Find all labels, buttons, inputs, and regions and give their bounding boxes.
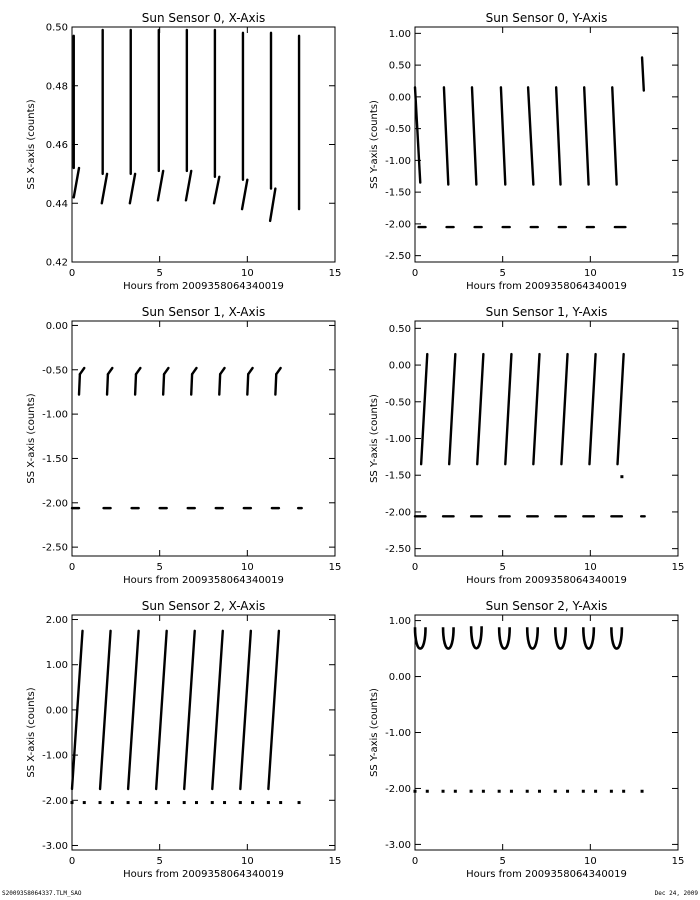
- data-segment: [212, 631, 223, 789]
- footer-filename: S2009358064337.TLM_SAO: [2, 890, 82, 897]
- plot-frame: [72, 615, 335, 850]
- data-point: [267, 801, 270, 804]
- x-tick-label: 0: [68, 562, 76, 573]
- chart-title: Sun Sensor 0, X-Axis: [141, 11, 266, 25]
- chart-panel-2: [26, 305, 341, 586]
- x-tick-label: 10: [240, 268, 254, 279]
- y-tick-label: -1.00: [385, 434, 411, 445]
- data-segment: [135, 374, 136, 394]
- data-segment: [136, 368, 140, 374]
- data-point: [620, 475, 623, 478]
- data-point: [454, 790, 457, 793]
- data-point: [526, 790, 529, 793]
- data-arc: [415, 627, 426, 648]
- x-tick-label: 5: [156, 562, 163, 573]
- data-segment: [618, 354, 624, 464]
- data-point: [610, 790, 613, 793]
- data-segment: [184, 631, 195, 789]
- x-tick-label: 15: [671, 562, 685, 573]
- data-segment: [247, 374, 248, 394]
- data-segment: [79, 374, 80, 394]
- data-segment: [449, 354, 455, 464]
- y-tick-label: -2.00: [385, 783, 411, 795]
- x-tick-label: 10: [240, 562, 254, 573]
- y-tick-label: -2.50: [42, 542, 68, 554]
- footer-date: Dec 24, 2009: [654, 890, 698, 897]
- data-point: [83, 801, 86, 804]
- data-point: [279, 801, 282, 804]
- data-point: [71, 801, 74, 804]
- data-segment: [276, 368, 280, 374]
- data-segment: [128, 631, 139, 789]
- data-point: [298, 801, 301, 804]
- data-segment: [275, 374, 276, 394]
- y-axis-label: SS Y-axis (counts): [369, 100, 380, 189]
- data-segment: [584, 87, 588, 184]
- data-point: [99, 801, 102, 804]
- data-point: [594, 790, 597, 793]
- x-axis-label: Hours from 2009358064340019: [123, 869, 284, 880]
- data-arc: [611, 627, 622, 648]
- y-tick-label: 0.50: [45, 22, 68, 34]
- chart-panel-4: [26, 599, 341, 880]
- data-point: [155, 801, 158, 804]
- data-segment: [612, 87, 616, 184]
- x-axis-label: Hours from 2009358064340019: [466, 575, 627, 586]
- x-tick-label: 5: [156, 856, 163, 867]
- data-point: [498, 790, 501, 793]
- data-segment: [505, 354, 511, 464]
- x-axis-label: Hours from 2009358064340019: [466, 281, 627, 292]
- data-point: [510, 790, 513, 793]
- data-point: [622, 790, 625, 793]
- chart-title: Sun Sensor 0, Y-Axis: [485, 11, 608, 25]
- data-segment: [130, 174, 135, 203]
- y-tick-label: -3.00: [385, 839, 411, 851]
- data-point: [566, 790, 569, 793]
- y-axis-label: SS X-axis (counts): [26, 687, 37, 778]
- x-axis-label: Hours from 2009358064340019: [466, 869, 627, 880]
- y-tick-label: -2.00: [42, 795, 68, 807]
- data-segment: [164, 368, 168, 374]
- x-tick-label: 10: [583, 562, 597, 573]
- data-point: [167, 801, 170, 804]
- data-point: [183, 801, 186, 804]
- data-segment: [240, 631, 251, 789]
- chart-panel-3: [369, 305, 684, 586]
- plot-frame: [72, 321, 335, 556]
- y-tick-label: 0.00: [45, 705, 68, 717]
- y-tick-label: -0.50: [42, 365, 68, 377]
- y-tick-label: 2.00: [45, 615, 68, 627]
- data-arc: [555, 627, 566, 648]
- data-point: [195, 801, 198, 804]
- data-point: [442, 790, 445, 793]
- data-point: [470, 790, 473, 793]
- chart-panel-5: [369, 599, 684, 880]
- chart-title: Sun Sensor 1, X-Axis: [141, 305, 266, 319]
- data-segment: [186, 171, 191, 200]
- y-tick-label: -2.50: [385, 544, 411, 556]
- data-point: [641, 790, 644, 793]
- data-segment: [589, 354, 595, 464]
- x-tick-label: 0: [68, 268, 76, 279]
- data-arc: [499, 627, 510, 648]
- y-tick-label: 1.00: [388, 616, 411, 628]
- data-point: [426, 790, 429, 793]
- data-segment: [107, 374, 108, 394]
- data-segment: [102, 174, 107, 203]
- data-point: [554, 790, 557, 793]
- x-tick-label: 5: [499, 268, 506, 279]
- data-point: [414, 790, 417, 793]
- data-segment: [156, 631, 167, 789]
- y-tick-label: -0.50: [385, 397, 411, 409]
- y-tick-label: -1.50: [385, 470, 411, 482]
- chart-panel-1: [369, 11, 684, 292]
- y-tick-label: -3.00: [42, 840, 68, 852]
- data-arc: [471, 626, 482, 648]
- plot-frame: [72, 27, 335, 262]
- x-axis-label: Hours from 2009358064340019: [123, 575, 284, 586]
- y-tick-label: -2.00: [385, 507, 411, 519]
- x-tick-label: 5: [156, 268, 163, 279]
- y-tick-label: 1.00: [45, 660, 68, 672]
- y-tick-label: 0.44: [45, 198, 68, 210]
- data-arc: [527, 627, 538, 648]
- y-tick-label: 0.00: [388, 360, 411, 372]
- y-tick-label: 0.00: [388, 672, 411, 684]
- data-point: [239, 801, 242, 804]
- chart-title: Sun Sensor 1, Y-Axis: [485, 305, 608, 319]
- data-point: [482, 790, 485, 793]
- data-segment: [477, 354, 483, 464]
- data-segment: [214, 177, 219, 203]
- plot-frame: [415, 615, 678, 850]
- y-tick-label: 0.50: [388, 323, 411, 335]
- data-point: [139, 801, 142, 804]
- data-point: [111, 801, 114, 804]
- data-point: [223, 801, 226, 804]
- x-tick-label: 5: [499, 856, 506, 867]
- y-tick-label: 0.48: [45, 81, 68, 93]
- y-tick-label: -1.50: [385, 187, 411, 199]
- y-tick-label: -2.00: [385, 219, 411, 231]
- data-segment: [561, 354, 567, 464]
- data-point: [127, 801, 130, 804]
- x-tick-label: 10: [583, 856, 597, 867]
- y-tick-label: -1.00: [385, 155, 411, 167]
- data-point: [211, 801, 214, 804]
- y-tick-label: 0.00: [45, 320, 68, 332]
- y-axis-label: SS Y-axis (counts): [369, 394, 380, 483]
- data-segment: [268, 631, 279, 789]
- data-segment: [74, 168, 79, 197]
- x-tick-label: 10: [240, 856, 254, 867]
- data-segment: [642, 57, 644, 90]
- y-axis-label: SS X-axis (counts): [26, 393, 37, 484]
- y-tick-label: -1.50: [42, 453, 68, 465]
- chart-title: Sun Sensor 2, X-Axis: [141, 599, 266, 613]
- data-segment: [100, 631, 111, 789]
- x-tick-label: 15: [671, 268, 685, 279]
- y-tick-label: 1.00: [388, 28, 411, 40]
- data-segment: [270, 189, 275, 221]
- data-segment: [528, 87, 533, 184]
- data-segment: [556, 87, 560, 184]
- data-segment: [80, 368, 84, 374]
- x-tick-label: 15: [328, 562, 342, 573]
- y-tick-label: 0.00: [388, 92, 411, 104]
- data-segment: [472, 87, 476, 184]
- y-tick-label: -1.00: [385, 728, 411, 739]
- data-segment: [421, 354, 427, 464]
- data-arc: [443, 627, 454, 648]
- y-tick-label: -1.00: [42, 750, 68, 762]
- x-tick-label: 10: [583, 268, 597, 279]
- data-segment: [501, 87, 505, 184]
- data-segment: [444, 87, 448, 184]
- x-tick-label: 15: [671, 856, 685, 867]
- y-tick-label: 0.50: [388, 60, 411, 72]
- data-segment: [220, 368, 224, 374]
- x-tick-label: 0: [411, 562, 419, 573]
- x-tick-label: 15: [328, 856, 342, 867]
- chart-title: Sun Sensor 2, Y-Axis: [485, 599, 608, 613]
- data-segment: [248, 368, 252, 374]
- data-segment: [219, 374, 220, 394]
- data-segment: [158, 171, 163, 200]
- x-tick-label: 0: [411, 268, 419, 279]
- data-point: [582, 790, 585, 793]
- data-segment: [163, 374, 164, 394]
- data-arc: [583, 627, 594, 648]
- data-segment: [108, 368, 112, 374]
- x-tick-label: 0: [411, 856, 419, 867]
- data-point: [251, 801, 254, 804]
- data-segment: [415, 87, 420, 182]
- data-segment: [191, 374, 192, 394]
- y-axis-label: SS Y-axis (counts): [369, 688, 380, 777]
- data-segment: [533, 354, 539, 464]
- y-tick-label: 0.46: [45, 140, 68, 151]
- x-tick-label: 5: [499, 562, 506, 573]
- data-segment: [242, 180, 247, 209]
- y-tick-label: -1.00: [42, 409, 68, 421]
- y-tick-label: 0.42: [45, 257, 68, 269]
- data-segment: [192, 368, 196, 374]
- x-tick-label: 0: [68, 856, 76, 867]
- x-tick-label: 15: [328, 268, 342, 279]
- y-tick-label: -2.50: [385, 251, 411, 263]
- chart-panel-0: [26, 11, 341, 292]
- y-tick-label: -2.00: [42, 498, 68, 510]
- x-axis-label: Hours from 2009358064340019: [123, 281, 284, 292]
- y-axis-label: SS X-axis (counts): [26, 99, 37, 190]
- data-point: [538, 790, 541, 793]
- y-tick-label: -0.50: [385, 124, 411, 136]
